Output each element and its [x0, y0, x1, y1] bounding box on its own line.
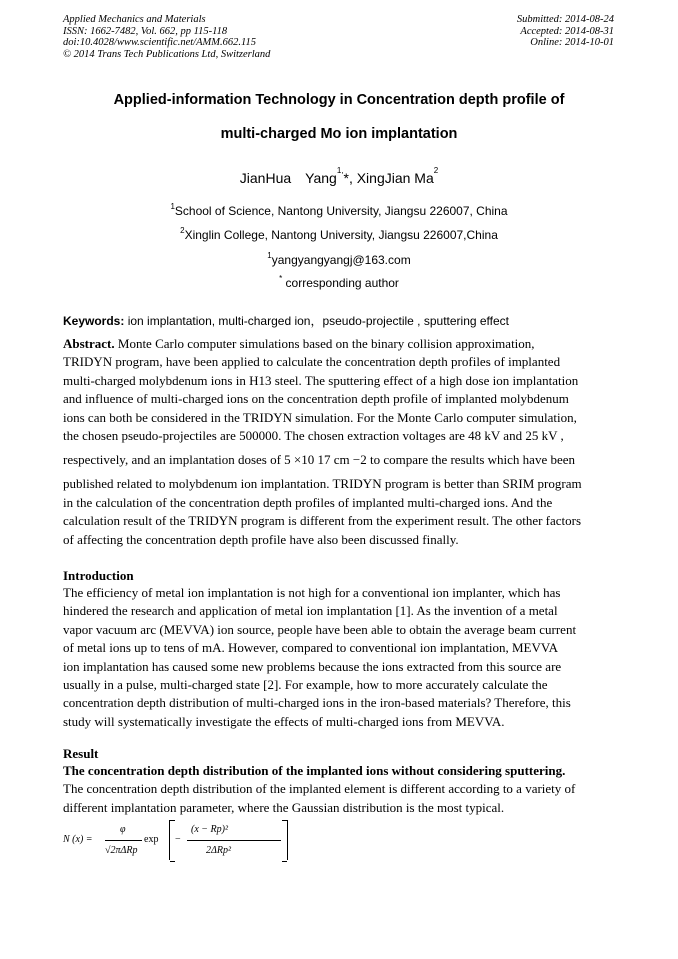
result-line: The concentration depth distribution of the implanted element is different according to a variety of	[63, 781, 576, 797]
author-2: XingJian Ma	[356, 170, 434, 186]
corresponding-mark: *	[279, 274, 283, 283]
result-heading: Result	[63, 746, 99, 761]
abstract-line-text: Monte Carlo computer simulations based on the binary collision approximation,	[114, 336, 535, 351]
formula-minus: −	[175, 834, 181, 845]
affiliation-1-text: School of Science, Nantong University, Jiangsu 226007, China	[174, 204, 508, 218]
affiliation-1	[40, 204, 638, 218]
author-1-affiliation: 1,	[336, 166, 344, 175]
journal-header-right	[517, 14, 614, 49]
online-date: Online: 2014-10-01	[530, 37, 614, 48]
abstract-line: in the calculation of the concentration depth profiles of implanted multi-charged ions. And the	[63, 494, 553, 510]
abstract-line: the chosen pseudo-projectiles are 500000. The chosen extraction voltages are 48 kV and 25 kV ,	[63, 427, 564, 443]
author-email	[40, 253, 638, 267]
intro-line: The efficiency of metal ion implantation is not high for a conventional ion implanter, which has	[63, 585, 561, 600]
abstract-line	[63, 335, 613, 353]
paper-title-line-1: Applied-information Technology in Concentration depth profile of	[113, 92, 565, 108]
intro-line: hindered the research and application of metal ion implantation [1]. As the invention of a metal	[63, 603, 558, 619]
copyright-line: © 2014 Trans Tech Publications Ltd, Switzerland	[63, 48, 271, 60]
formula-denominator: √2πΔRp	[105, 845, 138, 856]
abstract-line: and influence of multi-charged ions on the concentration depth profile of implanted molybdenum	[63, 391, 569, 407]
keywords-label: Keywords:	[63, 314, 125, 328]
keywords-text: ion implantation, multi-charged ion，pseudo-projectile , sputtering effect	[124, 314, 510, 328]
abstract-line: ions can both be considered in the TRIDYN simulation. For the Monte Carlo computer simulation,	[63, 409, 577, 425]
affiliation-2-text: Xinglin College, Nantong University, Jiangsu 226007,China	[184, 228, 498, 242]
introduction-heading: Introduction	[63, 568, 134, 583]
abstract-label: Abstract.	[63, 336, 115, 351]
author-separator: ,	[348, 170, 357, 186]
submitted-date: Submitted: 2014-08-24	[516, 14, 614, 25]
formula-numerator: φ	[120, 824, 126, 835]
inner-fraction-bar	[187, 840, 281, 841]
result-subheading: The concentration depth distribution of the implanted ions without considering sputtering.	[63, 763, 566, 778]
affiliation-1-mark: 1	[170, 202, 175, 211]
corresponding-star: *	[343, 170, 349, 186]
affiliation-2-mark: 2	[180, 226, 185, 235]
author-list	[40, 168, 638, 188]
abstract-line: multi-charged molybdenum ions in H13 steel. The sputtering effect of a high dose ion implantation	[63, 372, 579, 388]
formula-lhs: N (x) =	[63, 834, 93, 845]
formula-inner-denominator: 2ΔRp²	[206, 845, 231, 856]
corresponding-note	[40, 276, 638, 290]
abstract-line: of affecting the concentration depth profile have also been discussed finally.	[63, 531, 459, 547]
issn-line: ISSN: 1662-7482, Vol. 662, pp 115-118	[63, 25, 228, 37]
intro-line: of metal ions up to tens of mA. However, compared to conventional ion implantation, MEVVA	[63, 640, 558, 656]
abstract-line: respectively, and an implantation doses of 5 ×10 17 cm −2 to compare the results which have been	[63, 452, 576, 468]
corresponding-text: corresponding author	[282, 276, 399, 290]
result-body	[63, 762, 613, 817]
email-text: yangyangyangj@163.com	[271, 253, 411, 267]
abstract	[63, 335, 613, 549]
intro-line: concentration depth distribution of multi-charged ions in the iron-based materials? Therefore, this	[63, 695, 571, 711]
journal-name: Applied Mechanics and Materials	[63, 14, 206, 25]
keywords	[63, 312, 615, 329]
journal-header-left	[63, 14, 270, 60]
intro-line: study will systematically investigate the effects of multi-charged ions from MEVVA.	[63, 713, 505, 729]
email-mark: 1	[267, 251, 272, 260]
abstract-line: published related to molybdenum ion implantation. TRIDYN program is better than SRIM program	[63, 476, 582, 492]
result-line: different implantation parameter, where the Gaussian distribution is the most typical.	[63, 799, 505, 815]
author-2-affiliation: 2	[433, 166, 439, 175]
formula-inner-numerator: (x − Rp)²	[191, 824, 228, 835]
introduction-body	[63, 584, 613, 731]
accepted-date: Accepted: 2014-08-31	[520, 25, 614, 37]
doi-line: doi:10.4028/www.scientific.net/AMM.662.115	[63, 37, 256, 48]
intro-line: ion implantation has caused some new problems because the ions extracted from this source are	[63, 658, 562, 674]
formula-exp: exp	[144, 834, 159, 845]
fraction-bar	[105, 840, 142, 841]
gaussian-formula	[63, 820, 243, 864]
author-1: JianHua Yang	[239, 170, 337, 186]
affiliation-2	[40, 228, 638, 242]
paper-title-line-2: multi-charged Mo ion implantation	[220, 126, 458, 142]
abstract-line: calculation result of the TRIDYN program is different from the experiment result. The other factors	[63, 513, 582, 529]
intro-line: vapor vacuum arc (MEVVA) ion source, people have been able to obtain the average beam current	[63, 621, 577, 637]
intro-line: usually in a pulse, multi-charged state [2]. For example, how to more accurately calculate the	[63, 676, 548, 692]
abstract-line: TRIDYN program, have been applied to calculate the concentration depth profiles of implanted	[63, 354, 561, 370]
